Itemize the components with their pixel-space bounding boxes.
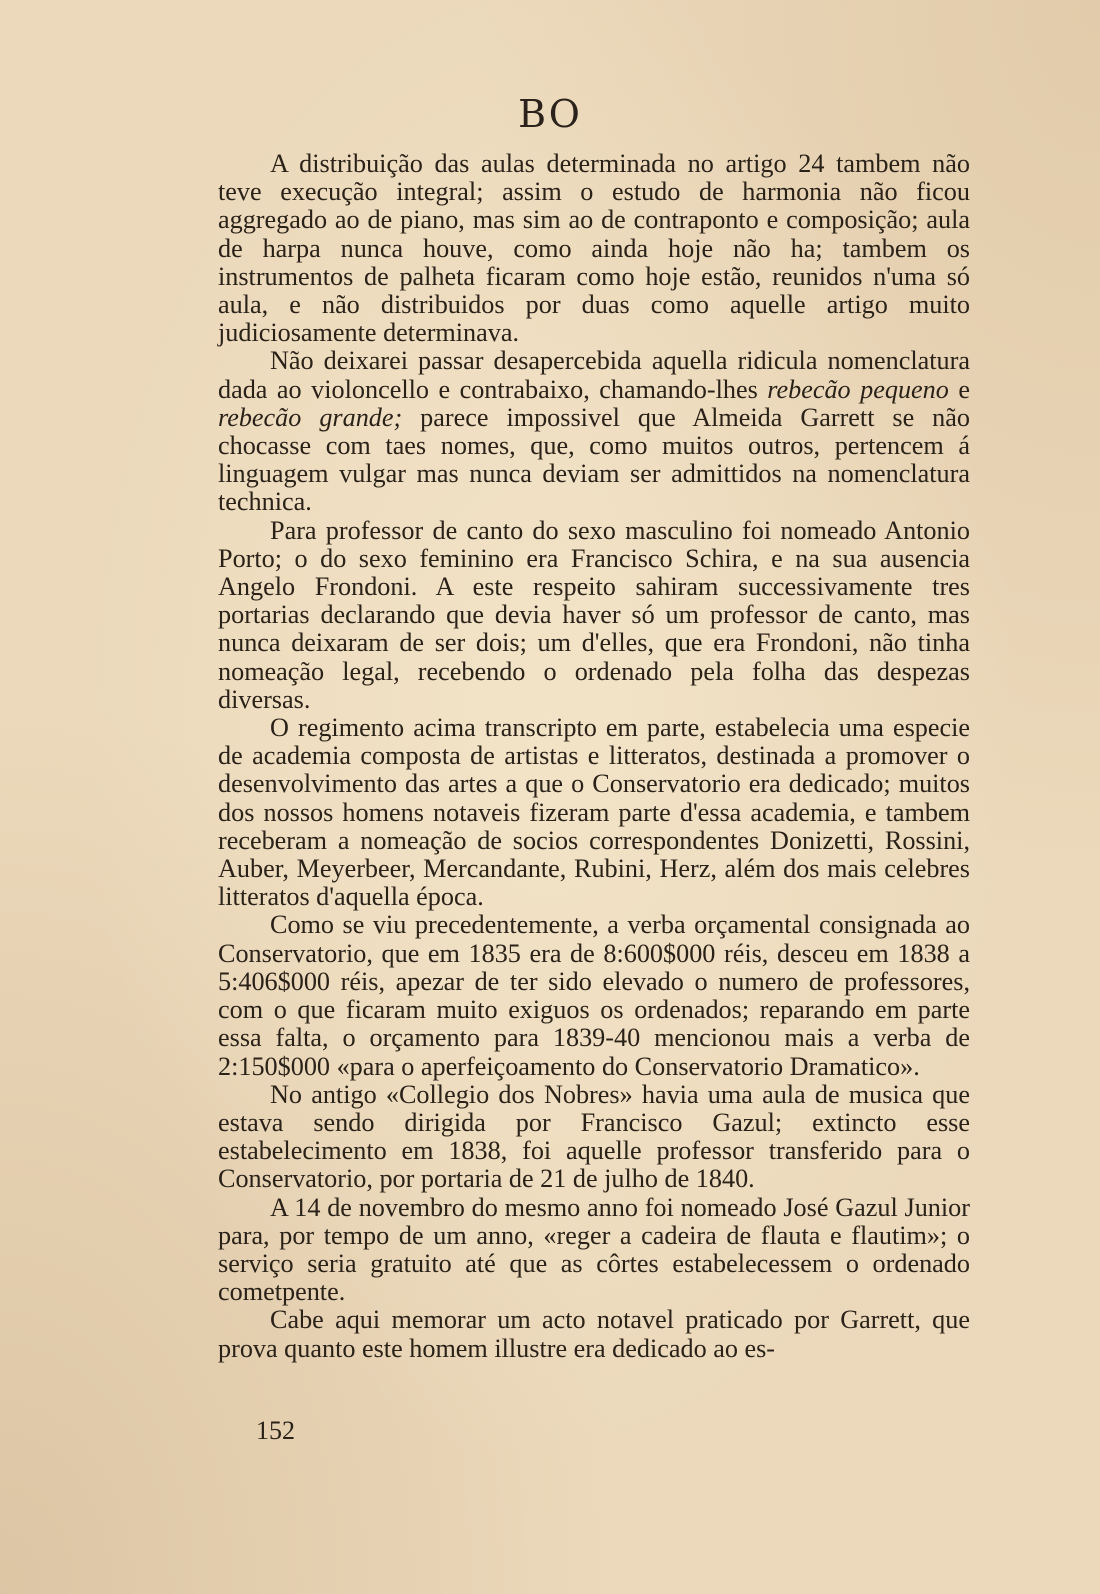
paragraph-text: A distribuição das aulas determinada no artigo 24 tambem não teve execução integral; assim o estudo de harmonia não ficou aggregado ao de piano, mas sim ao de contraponto e composição; aula de harpa nunca houve, como ainda hoje não ha; tambem os instrumentos de palheta ficaram como hoje estão, reunidos n'uma só aula, e não distribuidos por duas como aquelle artigo muito judiciosamente determinava. [218,149,970,348]
body-text [218,150,970,1363]
paragraph-text: Cabe aqui memorar um acto notavel praticado por Garrett, que prova quanto este homem illustre era dedicado ao es- [218,1305,970,1363]
paragraph [218,517,970,714]
paragraph [218,1194,970,1307]
page-header: BO [518,92,582,136]
paragraph-text: e [948,374,970,404]
paragraph [218,1306,970,1362]
paragraph [218,347,970,516]
italic-term: rebecão grande; [218,402,403,432]
page-number: 152 [256,1416,295,1445]
paragraph [218,714,970,911]
paragraph-text: Para professor de canto do sexo masculino foi nomeado Antonio Porto; o do sexo feminino era Francisco Schira, e na sua ausencia Angelo Frondoni. A este respeito sahiram successivamente tres portarias declarando que devia haver só um professor de canto, mas nunca deixaram de ser dois; um d'elles, que era Frondoni, não tinha nomeação legal, recebendo o ordenado pela folha das despezas diversas. [218,515,970,714]
paragraph-text: O regimento acima transcripto em parte, estabelecia uma especie de academia composta de artistas e litteratos, destinada a promover o desenvolvimento das artes a que o Conservatorio era dedicado; muitos dos nossos homens notaveis fizeram parte d'essa academia, e tambem receberam a nomeação de socios correspondentes Donizetti, Rossini, Auber, Meyerbeer, Mercandante, Rubini, Herz, além dos mais celebres litteratos d'aquella época. [218,713,970,912]
paragraph-text: A 14 de novembro do mesmo anno foi nomeado José Gazul Junior para, por tempo de um anno, «reger a cadeira de flauta e flautim»; o serviço seria gratuito até que as côrtes estabelecessem o ordenado cometpente. [218,1192,970,1307]
paragraph [218,1081,970,1194]
paragraph-text: Não deixarei passar desapercebida aquella ridicula nomenclatura dada ao violoncello e contrabaixo, chamando-lhes [218,346,970,404]
italic-term: rebecão pequeno [767,374,949,404]
paragraph-text: No antigo «Collegio dos Nobres» havia uma aula de musica que estava sendo dirigida por Francisco Gazul; extincto esse estabelecimento em 1838, foi aquelle professor transferido para o Conservatorio, por portaria de 21 de julho de 1840. [218,1079,970,1194]
paragraph [218,150,970,347]
paragraph [218,911,970,1080]
paragraph-text: Como se viu precedentemente, a verba orçamental consignada ao Conservatorio, que em 1835 era de 8:600$000 réis, desceu em 1838 a 5:406$000 réis, apezar de ter sido elevado o numero de professores, com o que ficaram muito exiguos os ordenados; reparando em parte essa falta, o orçamento para 1839-40 mencionou mais a verba de 2:150$000 «para o aperfeiçoamento do Conservatorio Dramatico». [218,910,970,1081]
paragraph-text: parece impossivel que Almeida Garrett se não chocasse com taes nomes, que, como muitos outros, pertencem á linguagem vulgar mas nunca deviam ser admittidos na nomenclatura technica. [218,402,970,517]
